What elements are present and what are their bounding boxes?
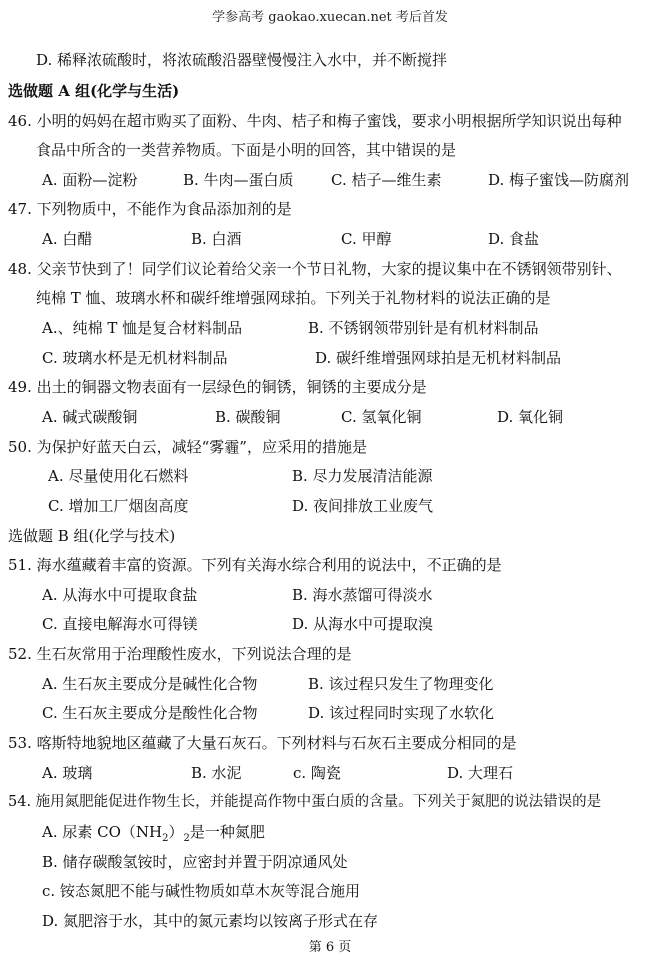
q53-option-b: B. 水泥 — [191, 764, 242, 782]
q54-option-a-mid: ） — [168, 823, 184, 841]
q54-option-a-post: 是一种氮肥 — [189, 823, 265, 841]
q51-stem: 51. 海水蕴藏着丰富的资源。下列有关海水综合利用的说法中，不正确的是 — [8, 556, 502, 574]
q50-option-a: A. 尽量使用化石燃料 — [48, 467, 189, 485]
q46-stem-line2: 食品中所含的一类营养物质。下面是小明的回答，其中错误的是 — [36, 141, 457, 159]
q54-option-a — [42, 822, 265, 849]
q46-option-c: C. 桔子—维生素 — [331, 171, 442, 189]
page-number: 第 6 页 — [308, 940, 352, 955]
q49-option-a: A. 碱式碳酸铜 — [42, 408, 138, 426]
q54-option-a-sub1: 2 — [162, 833, 169, 844]
q54-option-a-pre: A. 尿素 CO（NH — [42, 823, 163, 841]
q46-option-a: A. 面粉—淀粉 — [42, 171, 138, 189]
q52-option-d: D. 该过程同时实现了水软化 — [308, 704, 495, 722]
q51-option-d: D. 从海水中可提取溴 — [292, 615, 434, 633]
q47-stem: 47. 下列物质中，不能作为食品添加剂的是 — [8, 200, 292, 218]
q49-option-d: D. 氧化铜 — [497, 408, 564, 426]
q48-stem-line1: 48. 父亲节快到了！同学们议论着给父亲一个节日礼物，大家的提议集中在不锈钢领带别针、 — [8, 260, 622, 278]
q54-stem: 54. 施用氮肥能促进作物生长，并能提高作物中蛋白质的含量。下列关于氮肥的说法错误的是 — [8, 794, 602, 810]
q54-option-d: D. 氮肥溶于水，其中的氮元素均以铵离子形式在存 — [42, 912, 379, 930]
q49-option-b: B. 碳酸铜 — [215, 408, 281, 426]
q54-option-b: B. 储存碳酸氢铵时，应密封并置于阴凉通风处 — [42, 853, 348, 871]
q51-option-a: A. 从海水中可提取食盐 — [42, 586, 198, 604]
section-a-title: 选做题 A 组(化学与生活) — [8, 82, 180, 100]
q52-option-b: B. 该过程只发生了物理变化 — [308, 675, 494, 693]
q51-option-c: C. 直接电解海水可得镁 — [42, 615, 198, 633]
q48-option-d: D. 碳纤维增强网球拍是无机材料制品 — [315, 349, 562, 367]
q54-option-c: c. 铵态氮肥不能与碱性物质如草木灰等混合施用 — [42, 882, 360, 900]
q49-stem: 49. 出土的铜器文物表面有一层绿色的铜锈，铜锈的主要成分是 — [8, 378, 427, 396]
q53-option-d: D. 大理石 — [447, 764, 514, 782]
q47-option-a: A. 白醋 — [42, 230, 93, 248]
q47-option-c: C. 甲醇 — [341, 230, 392, 248]
q46-option-d: D. 梅子蜜饯—防腐剂 — [488, 171, 630, 189]
q47-option-b: B. 白酒 — [191, 230, 242, 248]
q48-stem-line2: 纯棉 T 恤、玻璃水杯和碳纤维增强网球拍。下列关于礼物材料的说法正确的是 — [36, 289, 551, 307]
q50-option-c: C. 增加工厂烟囱高度 — [48, 497, 189, 515]
q50-option-b: B. 尽力发展清洁能源 — [292, 467, 433, 485]
q54-option-a-sub2: 2 — [183, 833, 190, 844]
q50-stem: 50. 为保护好蓝天白云，减轻“雾霾”，应采用的措施是 — [8, 438, 367, 456]
q53-stem: 53. 喀斯特地貌地区蕴藏了大量石灰石。下列材料与石灰石主要成分相同的是 — [8, 734, 517, 752]
q50-option-d: D. 夜间排放工业废气 — [292, 497, 434, 515]
q52-option-a: A. 生石灰主要成分是碱性化合物 — [42, 675, 258, 693]
q48-option-a: A.、纯棉 T 恤是复合材料制品 — [42, 319, 243, 337]
q46-stem-line1: 46. 小明的妈妈在超市购买了面粉、牛肉、桔子和梅子蜜饯，要求小明根据所学知识说出每种 — [8, 112, 622, 130]
q46-option-b: B. 牛肉—蛋白质 — [183, 171, 294, 189]
q52-stem: 52. 生石灰常用于治理酸性废水，下列说法合理的是 — [8, 645, 352, 663]
q48-option-c: C. 玻璃水杯是无机材料制品 — [42, 349, 228, 367]
q53-option-c: c. 陶瓷 — [293, 764, 341, 782]
section-b-title: 选做题 B 组(化学与技术) — [8, 527, 176, 545]
q52-option-c: C. 生石灰主要成分是酸性化合物 — [42, 704, 258, 722]
q51-option-b: B. 海水蒸馏可得淡水 — [292, 586, 433, 604]
q49-option-c: C. 氢氧化铜 — [341, 408, 422, 426]
q53-option-a: A. 玻璃 — [42, 764, 93, 782]
q47-option-d: D. 食盐 — [488, 230, 540, 248]
prev-option-d: D. 稀释浓硫酸时，将浓硫酸沿器壁慢慢注入水中，并不断搅拌 — [36, 51, 448, 69]
page-header: 学参高考 gaokao.xuecan.net 考后首发 — [212, 10, 448, 25]
q48-option-b: B. 不锈钢领带别针是有机材料制品 — [308, 319, 539, 337]
